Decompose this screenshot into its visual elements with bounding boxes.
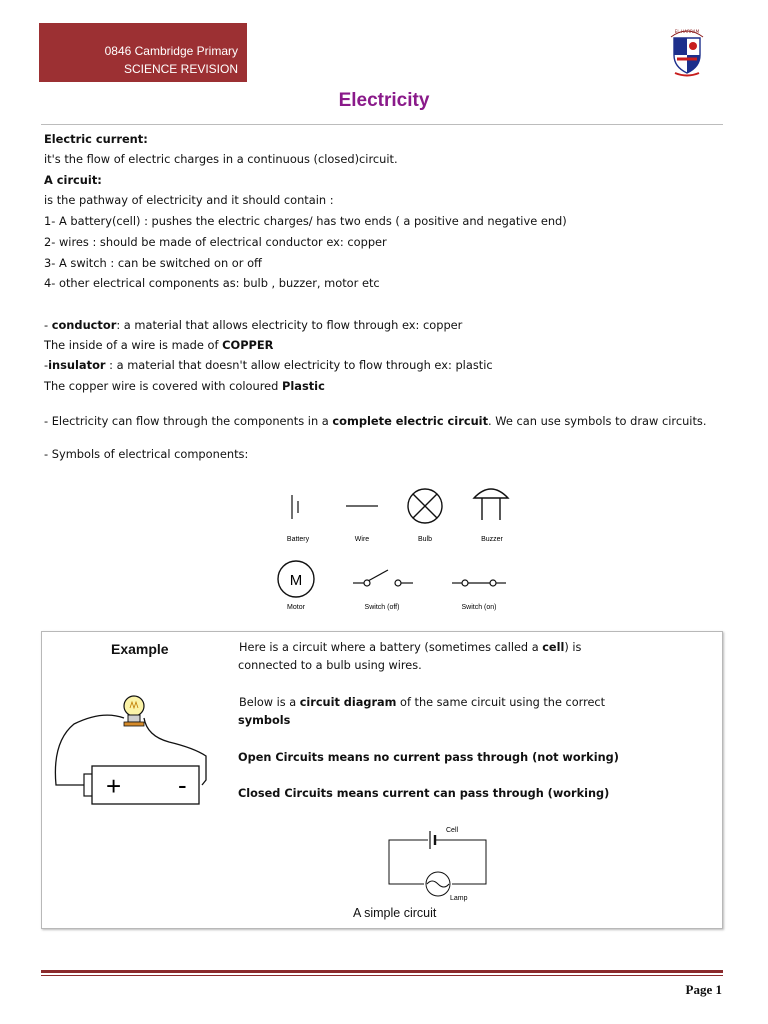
battery-symbol-icon [292,495,298,519]
buzzer-label: Buzzer [481,536,503,543]
p2-bold: circuit diagram [299,696,397,709]
p2-text-end: of the same circuit using the correct [396,696,606,709]
list-item-other: 4- other electrical components as: bulb , buzzer, motor etc [44,276,380,290]
p1-text-start: Here is a circuit where a battery (sometimes called a [239,641,543,654]
insulator-definition: : a material that doesn't allow electricity to flow through ex: plastic [105,358,493,372]
conductor-term: conductor [51,318,117,332]
example-paragraph-1-line-1 [239,641,581,654]
battery-plus: + [106,771,122,801]
insulator-line [44,358,493,372]
footer-divider-thin [41,975,723,976]
school-logo [663,23,711,77]
page-number: Page 1 [685,982,722,997]
course-subtitle: SCIENCE REVISION [123,62,238,76]
battery-label: Battery [286,536,310,543]
covered-bold: Plastic [282,379,325,393]
buzzer-symbol-icon [474,489,508,520]
closed-circuit-text: Closed Circuits means current can pass through (working) [238,787,610,800]
conductor-definition: : a material that allows electricity to flow through ex: copper [116,318,463,332]
circuit-heading: A circuit: [44,173,102,187]
conductor-line [44,318,462,332]
switch-off-label: Switch (off) [364,604,400,611]
battery-cell-icon [84,766,199,804]
p1-bold: cell [542,641,565,654]
flow-line [44,414,706,428]
example-title: Example [111,641,169,657]
insulator-term: insulator [48,358,106,372]
course-code: 0846 Cambridge Primary [104,44,238,58]
example-paragraph-2-line-1 [239,696,605,709]
switch-on-label: Switch (on) [461,604,497,611]
symbols-figure [268,484,528,614]
circuit-illustration [44,690,224,810]
conductor-prefix: - [44,318,52,332]
wire-inside-text: The inside of a wire is made of [44,338,223,352]
header-banner [39,23,247,82]
wire-label: Wire [354,536,370,543]
open-circuit-text: Open Circuits means no current pass through (not working) [238,751,619,764]
example-paragraph-1-line-2: connected to a bulb using wires. [238,659,422,672]
bulb-symbol-icon [408,489,442,523]
title-divider [41,124,723,125]
circuit-definition: is the pathway of electricity and it should contain : [44,193,334,207]
motor-label: Motor [287,604,305,611]
covered-line [44,379,325,393]
diagram-cell-icon [430,831,435,849]
flow-text-start: - Electricity can flow through the components in a [44,414,333,428]
flow-text-end: . We can use symbols to draw circuits. [488,414,707,428]
logo-lettering: EL-HARRAM [674,29,700,34]
list-item-wires: 2- wires : should be made of electrical conductor ex: copper [44,235,387,249]
wire-inside-line [44,338,273,352]
example-paragraph-2-line-2: symbols [238,714,291,727]
circuit-diagram [380,818,500,906]
list-item-battery: 1- A battery(cell) : pushes the electric charges/ has two ends ( a positive and negative end) [44,214,567,228]
footer-divider [41,970,723,973]
diagram-caption: A simple circuit [353,906,437,920]
battery-minus: - [178,770,187,800]
p1-text-end: ) is [564,641,582,654]
insulator-prefix: - [44,358,49,372]
covered-text: The copper wire is covered with coloured [44,379,283,393]
p2-text-start: Below is a [239,696,300,709]
switch-off-symbol-icon [353,570,413,586]
symbols-intro: - Symbols of electrical components: [44,447,249,461]
electric-current-definition: it's the flow of electric charges in a continuous (closed)circuit. [44,152,398,166]
diagram-cell-label: Cell [446,827,459,834]
flow-bold: complete electric circuit [332,414,489,428]
motor-letter: M [289,572,303,589]
wire-inside-bold: COPPER [222,338,274,352]
light-bulb-icon [124,696,144,726]
motor-symbol-icon [278,561,314,597]
page-title: Electricity [338,90,430,111]
diagram-lamp-label: Lamp [450,895,468,902]
diagram-lamp-icon [426,872,450,896]
list-item-switch: 3- A switch : can be switched on or off [44,256,262,270]
switch-on-symbol-icon [452,580,506,586]
electric-current-heading: Electric current: [44,132,148,146]
bulb-label: Bulb [417,536,433,543]
